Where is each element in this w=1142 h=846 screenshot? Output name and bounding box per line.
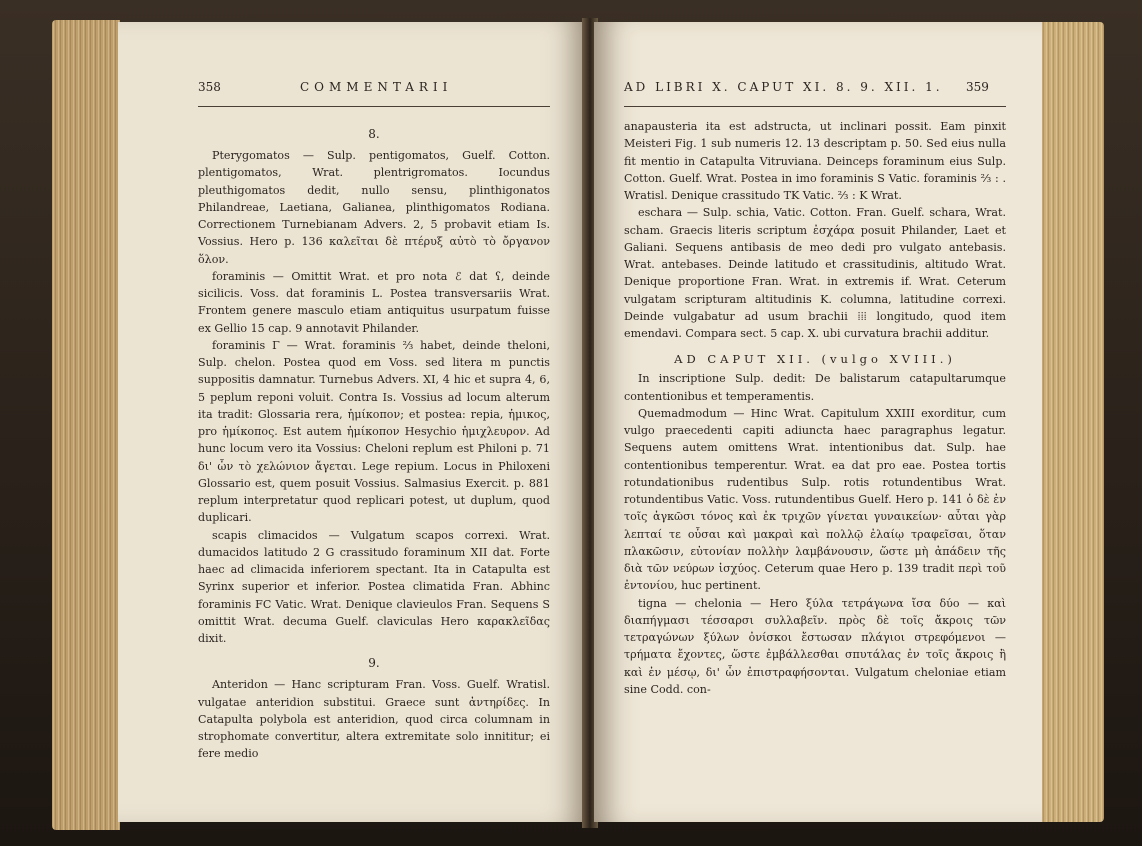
paragraph: scapis climacidos — Vulgatum scapos correxi. Wrat. dumacidos latitudo 2 G crassitudo foraminum XII dat. Forte haec ad climacida inferiorem spectant. Ita in Catapulta est Syrinx superior et inferior. Postea climatida Fran. Abhinc foraminis FC Vatic. Wrat. Denique clavieulos Fran. Sequens S omittit Wrat. decuma Guelf. claviculas Hero καρακλεῖδας dixit. <box>198 528 550 645</box>
paragraph: tigna — chelonia — Hero ξύλα τετράγωνα ἴσα δύο — καὶ διαπήγμασι τέσσαρσι συλλαβεῖν. πρὸς δὲ τοῖς ἄκροις τῶν τετραγώνων ξύλων ὀνίσκοι ἔστωσαν πλάγιοι στρεφόμενοι — τρήματα ἔχοντες, ὥστε ἐμβάλλεσθαι σπυτάλας ἐν τοῖς ἄκροις ἢ καὶ ἐν μέσῳ, δι' ὧν ἐπιστραφήσονται. Vulgatum cheloniae etiam sine Codd. con- <box>624 596 1006 696</box>
paragraph: foraminis Γ — Wrat. foraminis ⅔ habet, deinde theloni, Sulp. chelon. Postea quod em Voss. sed litera m punctis suppositis damnatur. Turnebus Advers. XI, 4 hic et supra 4, 6, 5 peplum reponi voluit. Contra Is. Vossius ad locum alterum ita tradit: Glossaria rera, ἡμίκοπον; et postea: repia, ἡμικος, pro ἡμίκοπος. Est autem ἡμίκοπον Hesychio ἡμιχλευρον. Ad hunc locum vero ita Vossius: Cheloni replum est Philoni p. 71 δι' ὧν τὸ χελώνιον ἄγεται. Lege repium. Locus in Philoxeni Glossario est, quem posuit Vossius. Salmasius Exercit. p. 881 replum interpretatur quod replicari potest, ut duplum, quod duplicari. <box>198 338 550 525</box>
section-heading-8: 8. <box>368 127 380 141</box>
chapter-heading: AD CAPUT XII. (vulgo XVIII.) <box>674 352 956 367</box>
paragraph: Anteridon — Hanc scripturam Fran. Voss. Guelf. Wratisl. vulgatae anteridion substitui. Graece sunt ἀντηρίδες. In Catapulta polybola est anteridion, quod circa columnam in strophomate convertitur, altera extremitate solo innititur; ei fere medio <box>198 678 550 761</box>
section-heading-9: 9. <box>368 656 380 671</box>
left-page-number: 358 <box>198 80 221 94</box>
paragraph: foraminis — Omittit Wrat. et pro nota ℰ dat ʕ, deinde sicilicis. Voss. dat foraminis L. Postea transversariis Wrat. Frontem genere masculo etiam antiquitus usurpatum fuisse ex Gellio 15 cap. 9 annotavit Philander. <box>198 269 550 335</box>
paragraph: eschara — Sulp. schia, Vatic. Cotton. Fran. Guelf. schara, Wrat. scham. Graecis literis scriptum ἐσχάρα posuit Philander, Laet et Galiani. Sequens antibasis de meo dedi pro vulgato antebasis. Wrat. antebases. Deinde latitudo et crassitudinis, altitudo Wrat. Denique proportione Fran. Wrat. in extremis if. Wrat. Ceterum vulgatam scripturam altitudinis K. columna, latitudine correxi. Deinde vulgabatur ad usum brachii ⁞⁞⁞ longitudo, quod item emendavi. Compara sect. 5 cap. X. ubi curvatura brachii additur. <box>624 206 1006 340</box>
paragraph: Pterygomatos — Sulp. pentigomatos, Guelf. Cotton. plentigomatos, Wrat. plentrigromatos. Iocundus pleuthigomatos dedit, nullo sensu, plinthigonatos Philandreae, Laetiana, Galianea, plinthigomatos Rodiana. Correctionem Turnebianam Advers. 2, 5 probavit etiam Is. Vossius. Hero p. 136 καλεῖται δὲ πτέρυξ αὐτὸ τὸ ὄργανον ὅλον. <box>198 149 550 266</box>
book-page-edges-right <box>1040 22 1104 822</box>
right-page-number: 359 <box>966 80 989 94</box>
left-page <box>118 22 586 822</box>
right-head-rule <box>624 106 1006 107</box>
book-page-edges-left <box>52 20 120 830</box>
paragraph: anapausteria ita est adstructa, ut inclinari possit. Eam pinxit Meisteri Fig. 1 sub numeris 12. 13 descriptam p. 50. Sed eius nulla fit mentio in Catapulta Vitruviana. Deinceps foraminum eius Sulp. Cotton. Guelf. Wrat. Postea in imo foraminis S Vatic. foraminis ⅔ : . Wratisl. Denique crassitudo TK Vatic. ⅔ : K Wrat. <box>624 120 1006 202</box>
right-text-block <box>624 118 1006 698</box>
paragraph: Quemadmodum — Hinc Wrat. Capitulum XXIII exorditur, cum vulgo praecedenti capiti adiuncta haec paragraphus legatur. Sequens autem omittens Wrat. intentionibus dat. Sulp. hae contentionibus temperentur. Wrat. ea dat pro eae. Postea tortis rotundationibus rudentibus Sulp. rotis rotundentibus Wrat. rotundentibus Vatic. Voss. rutundentibus Guelf. Hero p. 141 ὁ δὲ ἐν τοῖς ἀγκῶσι τόνος καὶ ἐκ τριχῶν γίνεται γυναικείων· αὗται γὰρ λεπταί τε οὖσαι καὶ μακραὶ καὶ πολλῷ ἐλαίῳ τραφεῖσαι, ὅταν πλακῶσιν, εὐτονίαν πολλὴν λαμβάνουσιν, ὥστε μὴ ἀπάδειν τῆς διὰ τῶν νεύρων ἰσχύος. Ceterum quae Hero p. 139 tradit περὶ τοῦ ἐντονίου, huc pertinent. <box>624 406 1006 593</box>
left-text-block <box>198 118 550 763</box>
left-running-head: COMMENTARII <box>300 80 453 94</box>
right-running-head: AD LIBRI X. CAPUT XI. 8. 9. XII. 1. <box>624 80 943 94</box>
left-head-rule <box>198 106 550 107</box>
right-page <box>594 22 1042 822</box>
paragraph: In inscriptione Sulp. dedit: De balistarum catapultarumque contentionibus et temperamentis. <box>624 372 1006 403</box>
